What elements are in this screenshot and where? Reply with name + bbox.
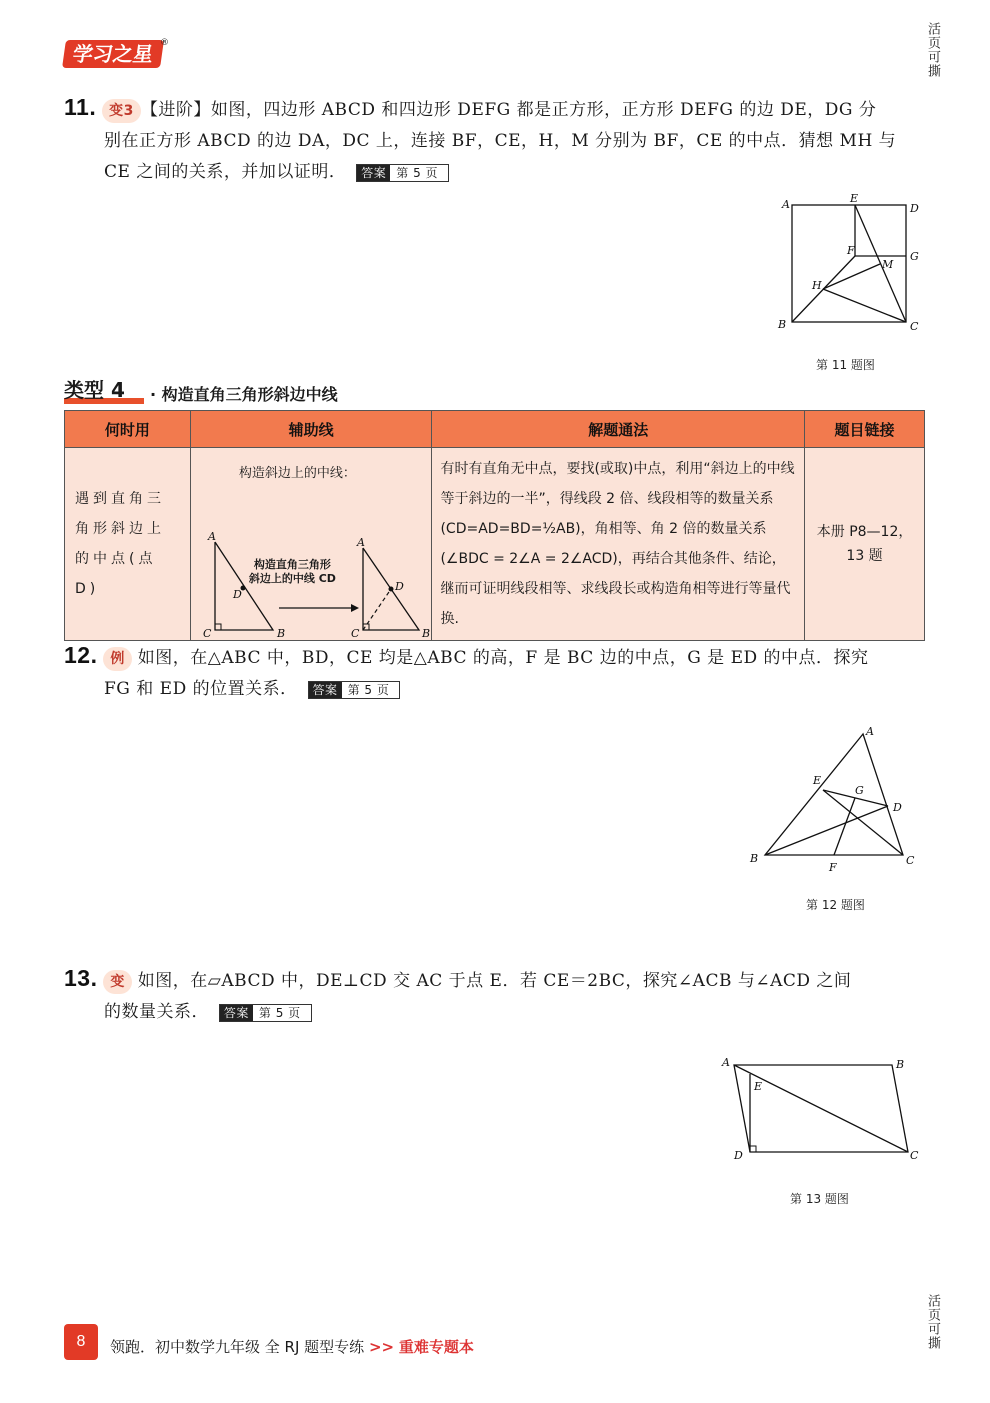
table-header: 解题通法 <box>432 411 805 448</box>
label-c: C <box>350 627 360 640</box>
label-d: D <box>734 1149 743 1162</box>
label-a: A <box>722 1056 730 1069</box>
label-a: A <box>782 198 790 211</box>
label-g: G <box>910 250 919 263</box>
label-c: C <box>910 1149 919 1162</box>
footer-text <box>110 1336 474 1357</box>
question-text-line: 别在正方形 ABCD 的边 DA，DC 上，连接 BF，CE，H，M 分别为 BF，CE 的中点．猜想 MH 与 <box>104 131 897 151</box>
table-header: 题目链接 <box>805 411 925 448</box>
question-text-line: 【进阶】如图，四边形 ABCD 和四边形 DEFG 都是正方形，正方形 DEFG 的边 DE，DG 分 <box>140 100 877 120</box>
page-number: 8 <box>64 1324 98 1360</box>
question-number: 13. <box>64 965 98 991</box>
figure-caption: 第 13 题图 <box>790 1192 849 1206</box>
answer-label: 答案 <box>357 165 390 181</box>
sidebar-label-top: 活页可撕 <box>925 22 940 78</box>
question-text-line: 如图，在▱ABCD 中，DE⊥CD 交 AC 于点 E．若 CE＝2BC，探究∠ACB 与∠ACD 之间 <box>137 971 852 991</box>
answer-label: 答案 <box>220 1005 253 1021</box>
question-tag: 变 <box>103 970 132 994</box>
table-header: 何时用 <box>65 411 191 448</box>
figure-caption: 第 11 题图 <box>816 358 875 372</box>
table-row <box>65 448 925 641</box>
aux-cell <box>190 448 432 641</box>
footer-book-title: 领跑．初中数学九年级 全 RJ 题型专练 <box>110 1338 365 1356</box>
answer-label: 答案 <box>309 682 342 698</box>
method-table <box>64 410 925 641</box>
right-angle-mark <box>750 1146 756 1152</box>
label-d: D <box>910 202 919 215</box>
question-text-line: CE 之间的关系，并加以证明． <box>104 162 347 182</box>
figure-13 <box>720 1052 930 1168</box>
segment-hm <box>823 264 880 289</box>
label-a: A <box>866 725 874 738</box>
answer-page: 第 5 页 <box>396 165 439 180</box>
label-c: C <box>202 627 212 640</box>
figure-12 <box>745 722 925 882</box>
aux-figure <box>191 448 433 640</box>
midpoint-dot <box>388 587 393 592</box>
link-text: 本册 P8—12， <box>816 524 913 540</box>
question-12 <box>64 640 930 705</box>
label-d: D <box>232 588 242 601</box>
aux-title: 构造斜边上的中线： <box>238 466 356 481</box>
label-b: B <box>276 627 285 640</box>
method-cell: 有时有直角无中点，要找(或取)中点，利用“斜边上的中线等于斜边的一半”，得线段 2 倍、线段相等的数量关系 (CD=AD=BD=½AB)，角相等、角 2 倍的数量关系 (∠BDC = 2∠A = 2∠ACD)，再结合其他条件、结论，继而可证明线段相等、求线段长或构造角相等进行等量代换. <box>432 448 805 641</box>
question-number: 12. <box>64 642 98 668</box>
segment-bd <box>765 806 888 855</box>
label-b: B <box>750 852 759 865</box>
figure-11 <box>770 188 930 338</box>
label-a: A <box>356 536 365 549</box>
triangle-abc <box>765 734 903 855</box>
label-a: A <box>207 530 216 543</box>
aux-arrow-text: 构造直角三角形 <box>253 558 331 571</box>
label-h: H <box>812 279 822 292</box>
label-e: E <box>754 1080 763 1093</box>
aux-arrow-text: 斜边上的中线 CD <box>248 572 336 585</box>
brand-logo: 学习之星 <box>62 40 164 68</box>
figure-caption: 第 12 题图 <box>806 898 865 912</box>
diagonal-ac <box>734 1065 908 1152</box>
table-header: 辅助线 <box>190 411 432 448</box>
answer-reference[interactable] <box>356 164 449 182</box>
question-text-line: 如图，在△ABC 中，BD，CE 均是△ABC 的高，F 是 BC 边的中点，G 是 ED 的中点．探究 <box>137 648 869 668</box>
arrow-head <box>351 604 359 612</box>
label-f: F <box>829 861 837 874</box>
footer-arrows: >> <box>368 1338 395 1356</box>
question-number: 11. <box>64 94 97 120</box>
right-angle-mark <box>215 624 221 630</box>
table-header-row <box>65 411 925 448</box>
link-cell <box>805 448 925 641</box>
link-text: 13 题 <box>846 548 883 564</box>
median-cd <box>363 589 391 630</box>
answer-reference[interactable] <box>308 681 401 699</box>
section-title: 类型 4 <box>64 378 125 402</box>
label-m: M <box>882 258 894 271</box>
label-b: B <box>421 627 430 640</box>
answer-page: 第 5 页 <box>258 1005 301 1020</box>
label-g: G <box>855 784 864 797</box>
answer-reference[interactable] <box>219 1004 312 1022</box>
label-d: D <box>394 580 404 593</box>
label-c: C <box>910 320 919 333</box>
question-11 <box>64 92 930 188</box>
label-f: F <box>847 244 855 257</box>
question-text-line: 的数量关系． <box>104 1002 209 1022</box>
label-d: D <box>893 801 902 814</box>
label-e: E <box>850 192 859 205</box>
answer-page: 第 5 页 <box>347 682 390 697</box>
section-subtitle: · 构造直角三角形斜边中线 <box>150 385 338 404</box>
footer-highlight: 重难专题本 <box>398 1338 474 1356</box>
question-tag: 例 <box>103 647 132 671</box>
label-e: E <box>813 774 822 787</box>
registered-mark: ® <box>160 38 169 48</box>
label-c: C <box>906 854 915 867</box>
question-13 <box>64 963 930 1028</box>
question-tag: 变3 <box>102 99 141 123</box>
aux-arrow-caption <box>249 558 336 586</box>
label-b: B <box>778 318 787 331</box>
question-text-line: FG 和 ED 的位置关系． <box>104 679 298 699</box>
label-b: B <box>896 1058 905 1071</box>
when-cell: 遇到直角三角形斜边上的中点(点 D) <box>65 448 191 641</box>
sidebar-label-bottom: 活页可撕 <box>925 1294 940 1350</box>
